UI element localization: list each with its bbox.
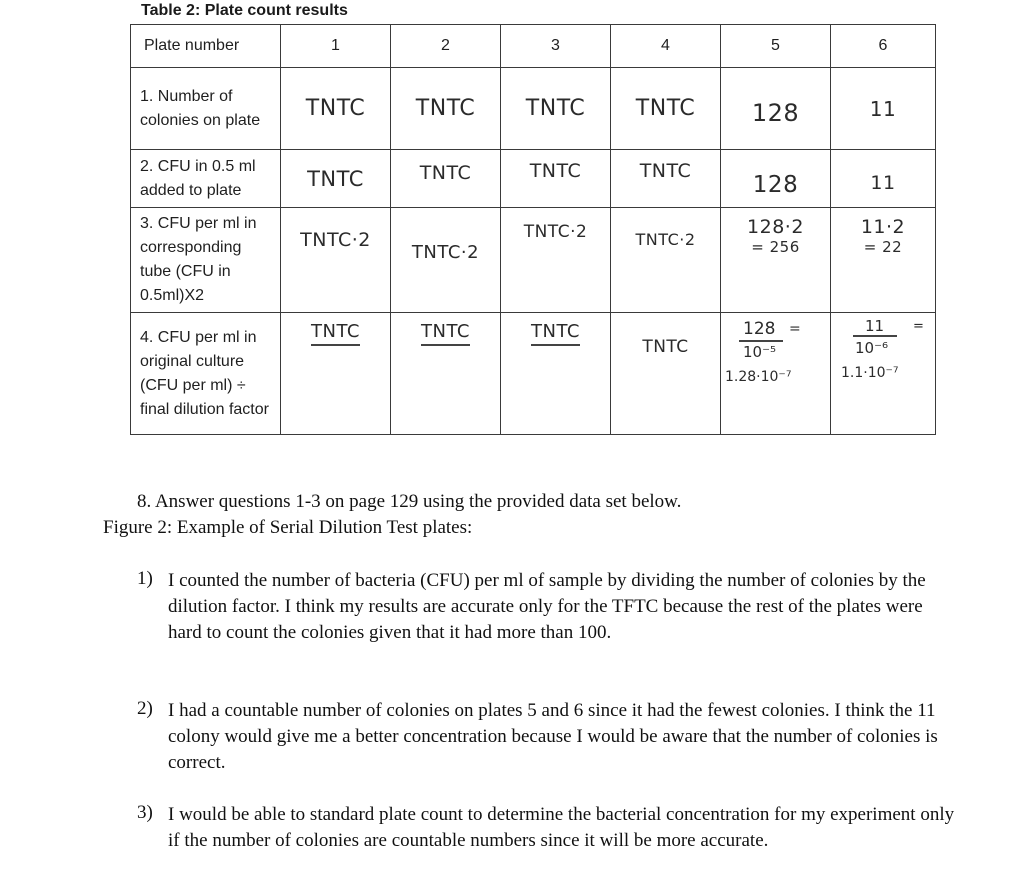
header-plate-4: 4 [611,25,721,68]
answer-2-text: I had a countable number of colonies on plates 5 and 6 since it had the fewest colonies. I think the 11 colony would give me a better concentration because I would be aware that the number of colonies is correct. [168,700,938,773]
header-plate-3: 3 [501,25,611,68]
answer-1-text: I counted the number of bacteria (CFU) per ml of sample by dividing the number of colonies by the dilution factor. I think my results are accurate only for the TFTC because the rest of the plates were hard to count the colonies given that it had more than 100. [168,570,926,643]
cell-r4-p5 [721,313,830,433]
r4-p5-equals: = [789,321,801,337]
table-title: Table 2: Plate count results [141,2,348,19]
table-row [131,150,936,208]
cell-r2-p4: TNTC [639,159,692,182]
cell-r3-p1: TNTC·2 [300,229,371,251]
cell-r1-p2: TNTC [415,96,476,121]
header-plate-2: 2 [391,25,501,68]
cell-r2-p5: 128 [752,171,799,198]
cell-r4-p6 [831,313,935,433]
table-row [131,68,936,150]
cell-r3-p5-result: = 256 [751,238,800,256]
row-label-cfu-per-ml-tube: 3. CFU per ml in corresponding tube (CFU in 0.5ml)X2 [131,208,281,313]
r4-p5-fraction-bar [739,340,783,342]
cell-r4-p3: TNTC [531,321,580,346]
cell-r1-p5: 128 [751,98,800,127]
cell-r4-p2: TNTC [421,321,470,346]
header-plate-number: Plate number [131,25,281,68]
cell-r3-p6: 11·2 [860,216,906,238]
header-plate-6: 6 [831,25,936,68]
r4-p5-result: 1.28·10⁻⁷ [725,369,792,385]
table-row [131,208,936,313]
r4-p5-numerator: 128 [743,319,776,339]
cell-r3-p5: 128·2 [747,216,804,238]
cell-r3-p2: TNTC·2 [411,241,480,263]
r4-p6-denominator: 10⁻⁶ [855,339,889,357]
cell-r3-p4: TNTC·2 [635,230,696,249]
cell-r2-p3: TNTC [529,159,582,182]
header-plate-5: 5 [721,25,831,68]
cell-r1-p4: TNTC [635,96,696,121]
cell-r4-p4: TNTC [642,337,689,357]
plate-count-table [130,24,936,435]
r4-p6-equals: = [913,319,924,334]
row-label-colonies: 1. Number of colonies on plate [131,68,281,150]
answer-3-number: 3) [137,802,153,823]
figure-caption: Figure 2: Example of Serial Dilution Test plates: [103,517,473,538]
cell-r2-p1: TNTC [307,166,364,191]
cell-r3-p6-result: = 22 [863,238,903,256]
answer-2-number: 2) [137,698,153,719]
cell-r1-p3: TNTC [525,96,586,121]
cell-r2-p6: 11 [870,171,896,194]
answer-3-text: I would be able to standard plate count to determine the bacterial concentration for my experiment only if the number of colonies are countable numbers since it will be more accurate. [168,804,955,851]
cell-r1-p6: 11 [869,96,897,121]
cell-r1-p1: TNTC [305,96,366,121]
table-header-row [131,25,936,68]
r4-p5-denominator: 10⁻⁵ [743,343,777,361]
answer-1-number: 1) [137,568,153,589]
cell-r4-p1: TNTC [311,321,360,346]
table-row [131,313,936,435]
row-label-cfu-original-culture: 4. CFU per ml in original culture (CFU per ml) ÷ final dilution factor [131,313,281,435]
cell-r3-p3: TNTC·2 [523,222,588,242]
r4-p6-result: 1.1·10⁻⁷ [841,365,899,381]
r4-p6-numerator: 11 [865,317,885,335]
row-label-cfu-half-ml: 2. CFU in 0.5 ml added to plate [131,150,281,208]
cell-r2-p2: TNTC [419,161,472,184]
r4-p6-fraction-bar [853,335,897,337]
header-plate-1: 1 [281,25,391,68]
instruction-text: 8. Answer questions 1-3 on page 129 using the provided data set below. [137,491,682,512]
